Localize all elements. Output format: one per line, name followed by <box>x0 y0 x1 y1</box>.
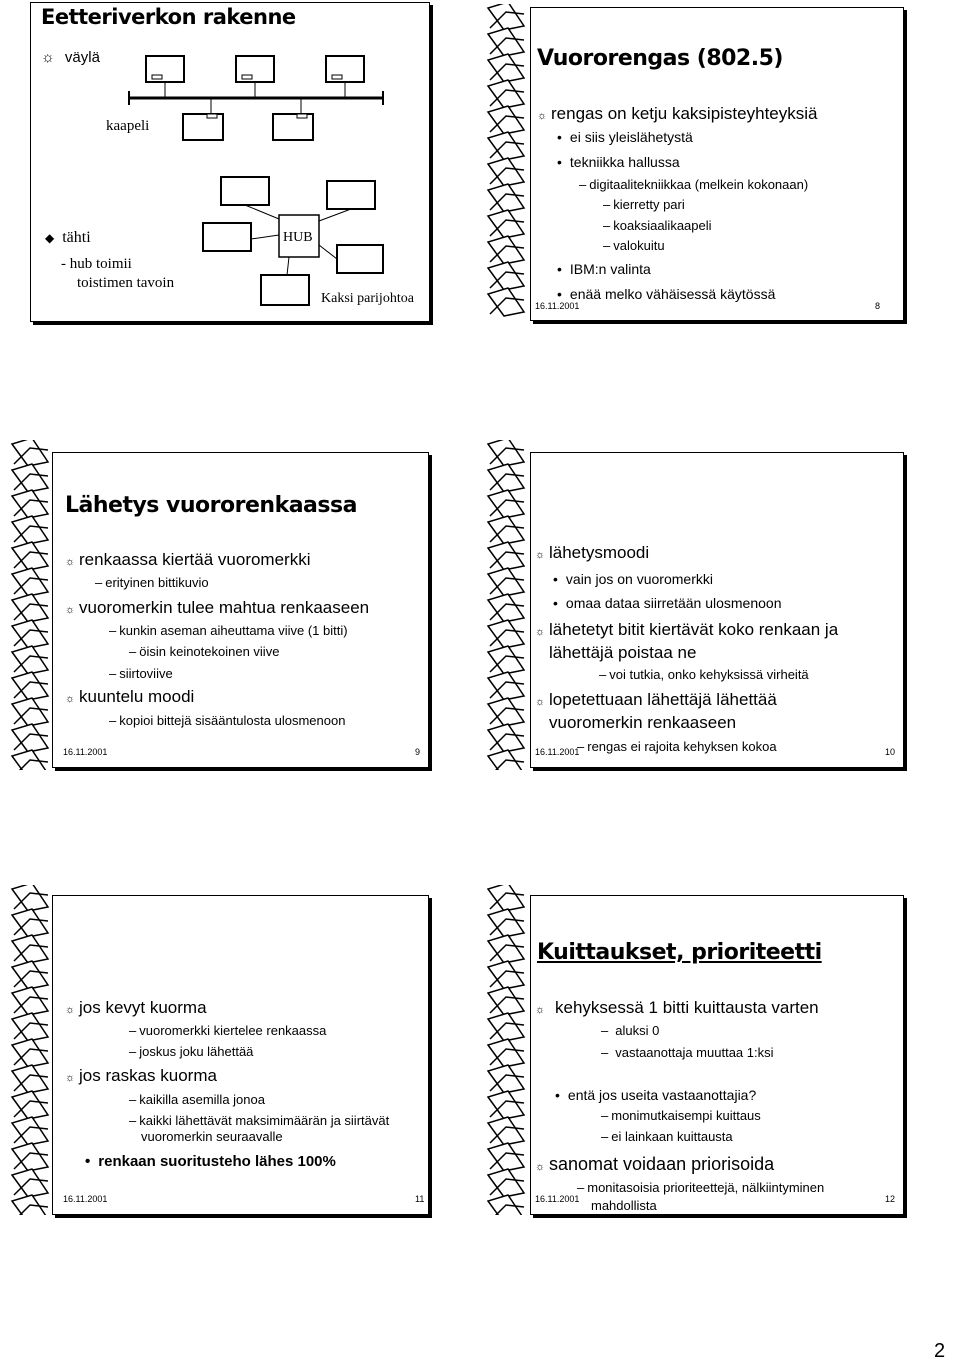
braid-decoration <box>484 440 530 770</box>
text-line: kaikilla asemilla jonoa <box>139 1092 265 1107</box>
slide-7 <box>30 2 430 322</box>
text-line: jos raskas kuorma <box>79 1066 217 1085</box>
braid-decoration <box>8 440 54 770</box>
slide-date: 16.11.2001 <box>63 1194 108 1204</box>
text-line: renkaassa kiertää vuoromerkki <box>79 550 311 569</box>
star-label: tähti <box>62 229 91 246</box>
page-number: 2 <box>934 1340 946 1362</box>
cable-label: kaapeli <box>106 118 150 134</box>
text-line: sanomat voidaan priorisoida <box>549 1154 775 1174</box>
sparkle-bullet-icon: ☼ <box>65 1004 76 1016</box>
text-line: omaa dataa siirretään ulosmenoon <box>565 595 782 611</box>
text-line: digitaalitekniikkaa (melkein kokonaan) <box>589 177 809 192</box>
sparkle-bullet-icon: ☼ <box>65 693 76 705</box>
text-line: lähetysmoodi <box>549 543 650 562</box>
slide-number: 11 <box>415 1194 425 1204</box>
text-line: aluksi 0 <box>615 1023 660 1038</box>
sparkle-bullet-icon: ☼ <box>65 604 76 616</box>
slide-number: 12 <box>885 1194 896 1204</box>
text-line: jos kevyt kuorma <box>79 998 207 1017</box>
sparkle-bullet-icon: ☼ <box>41 49 55 66</box>
text-line: monitasoisia prioriteettejä, nälkiintyminen <box>587 1180 825 1195</box>
sparkle-bullet-icon: ☼ <box>535 1161 546 1173</box>
text-line: koaksiaalikaapeli <box>613 218 712 233</box>
text-line: vuoromerkin tulee mahtua renkaaseen <box>79 598 370 617</box>
text-line: lähettäjä poistaa ne <box>549 643 697 662</box>
slide-number: 10 <box>885 747 896 757</box>
text-line: öisin keinotekoinen viive <box>139 644 280 659</box>
text-line: rengas ei rajoita kehyksen kokoa <box>587 739 777 754</box>
text-line: vuoromerkki kiertelee renkaassa <box>139 1023 327 1038</box>
text-line: renkaan suoritusteho lähes 100% <box>98 1153 336 1170</box>
slide-12 <box>530 895 904 1215</box>
text-line: vuoromerkin seuraavalle <box>141 1129 283 1144</box>
text-line: joskus joku lähettää <box>139 1044 254 1059</box>
braid-decoration <box>484 4 530 324</box>
text-line: vastaanottaja muuttaa 1:ksi <box>615 1045 774 1060</box>
text-line: kierretty pari <box>613 197 685 212</box>
slide-number: 8 <box>875 301 881 311</box>
text-line: siirtoviive <box>119 666 173 681</box>
slide-9 <box>52 452 429 768</box>
slide-title: Kuittaukset, prioriteetti <box>537 940 822 965</box>
bus-topology-diagram <box>121 48 391 153</box>
sparkle-bullet-icon: ☼ <box>65 556 76 568</box>
text-line: lopetettuaan lähettäjä lähettää <box>549 690 777 709</box>
twisted-pair-label: Kaksi parijohtoa <box>321 291 414 306</box>
slide-title: Eetteriverkon rakenne <box>41 5 296 29</box>
text-line: enää melko vähäisessä käytössä <box>569 286 776 302</box>
text-line: kopioi bittejä sisääntulosta ulosmenoon <box>119 713 346 728</box>
text-line: IBM:n valinta <box>569 261 651 277</box>
text-line: vain jos on vuoromerkki <box>565 571 713 587</box>
text-line: valokuitu <box>613 238 665 253</box>
text-line: monimutkaisempi kuittaus <box>611 1108 761 1123</box>
slide-title: Vuororengas (802.5) <box>537 46 783 71</box>
sparkle-bullet-icon: ☼ <box>65 1072 76 1084</box>
sparkle-bullet-icon: ☼ <box>535 549 546 561</box>
text-line: voi tutkia, onko kehyksissä virheitä <box>609 667 809 682</box>
sparkle-bullet-icon: ☼ <box>535 696 546 708</box>
slide-date: 16.11.2001 <box>535 1194 580 1204</box>
text-line: mahdollista <box>591 1198 657 1213</box>
slide-date: 16.11.2001 <box>535 301 580 311</box>
diamond-bullet-icon: ◆ <box>45 231 55 245</box>
sparkle-bullet-icon: ☼ <box>535 1004 546 1016</box>
slide-11 <box>52 895 429 1215</box>
text-line: kaikki lähettävät maksimimäärän ja siirtävät <box>139 1113 390 1128</box>
text-line: rengas on ketju kaksipisteyhteyksiä <box>551 104 818 123</box>
hub-note-line2: toistimen tavoin <box>77 275 175 291</box>
sparkle-bullet-icon: ☼ <box>535 626 546 638</box>
text-line: kunkin aseman aiheuttama viive (1 bitti) <box>119 623 348 638</box>
slide-number: 9 <box>415 747 421 757</box>
text-line: ei siis yleislähetystä <box>569 129 693 145</box>
svg-text:HUB: HUB <box>283 230 313 245</box>
braid-decoration <box>484 885 530 1215</box>
bus-label: väylä <box>64 49 100 66</box>
slide-10 <box>530 452 904 768</box>
slide-8 <box>530 7 904 321</box>
text-line: erityinen bittikuvio <box>105 575 209 590</box>
star-topology-diagram <box>199 173 389 313</box>
text-line: vuoromerkin renkaaseen <box>549 713 737 732</box>
text-line: ei lainkaan kuittausta <box>611 1129 733 1144</box>
slide-title: Lähetys vuororenkaassa <box>65 493 357 518</box>
text-line: kehyksessä 1 bitti kuittausta varten <box>555 998 819 1017</box>
slide-date: 16.11.2001 <box>535 747 580 757</box>
sparkle-bullet-icon: ☼ <box>537 110 548 122</box>
braid-decoration <box>8 885 54 1215</box>
text-line: tekniikka hallussa <box>569 154 680 170</box>
text-line: entä jos useita vastaanottajia? <box>567 1087 757 1103</box>
slide-date: 16.11.2001 <box>63 747 108 757</box>
text-line: lähetetyt bitit kiertävät koko renkaan ja <box>549 620 839 639</box>
hub-note-line1: - hub toimii <box>61 256 132 272</box>
text-line: kuuntelu moodi <box>79 687 195 706</box>
